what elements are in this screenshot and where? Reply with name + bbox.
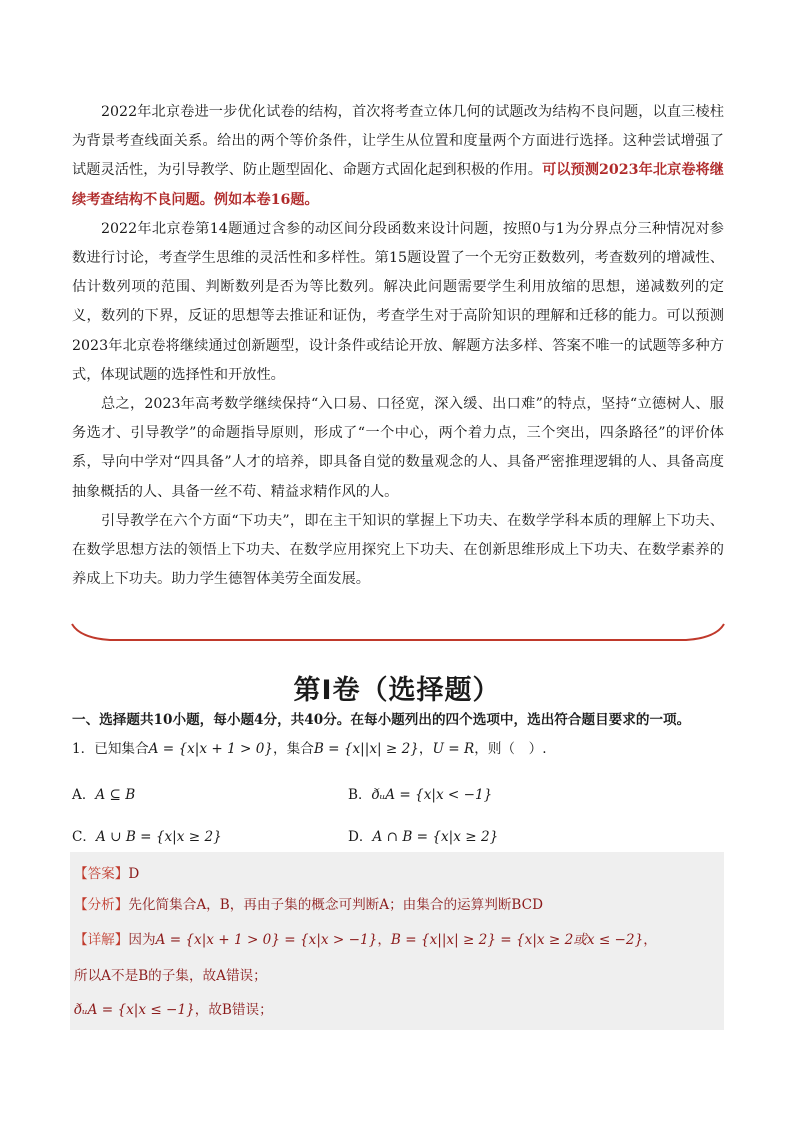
intro-paragraph-1: 2022年北京卷进一步优化试卷的结构，首次将考查立体几何的试题改为结构不良问题，以直三棱柱为背景考查线面关系。给出的两个等价条件，让学生从位置和度量两个方面进行选择。这种尝试增强了试题灵活性，为引导教学、防止题型固化、命题方式固化起到积极的作用。可以预测2023年北京卷将继续考查结构不良问题。例如本卷16题。 — [72, 104, 724, 208]
answer-tag: 【答案】 — [74, 866, 129, 882]
highlight-prediction: 可以预测2023年北京卷将继续考查结构不良问题。例如本卷16题。 — [72, 162, 724, 208]
option-a: A．A ⊆ B — [72, 787, 136, 803]
set-a-expr: A = {x|x + 1 > 0} — [148, 741, 274, 757]
option-c: C．A ∪ B = {x|x ≥ 2} — [72, 829, 222, 845]
section-instruction: 一、选择题共10小题，每小题4分，共40分。在每小题列出的四个选项中，选出符合题目要求的一项。 — [72, 712, 691, 728]
intro-paragraph-3: 总之，2023年高考数学继续保持“入口易、口径宽，深入缓、出口难”的特点，坚持“立德树人、服务选才、引导教学”的命题指导原则，形成了“一个中心，两个着力点，三个突出，四条路径”的评价体系，导向中学对“四具备”人才的培养，即具备自觉的数量观念的人、具备严密推理逻辑的人、具备高度抽象概括的人、具备一丝不苟、精益求精作风的人。 — [72, 396, 724, 500]
detail-line-2: 所以A不是B的子集，故A错误； — [74, 968, 267, 984]
answer-line — [74, 862, 139, 882]
intro-paragraph-4: 引导教学在六个方面“下功夫”，即在主干知识的掌握上下功夫、在数学学科本质的理解上下功夫、在数学思想方法的领悟上下功夫、在数学应用探究上下功夫、在创新思维形成上下功夫、在数学素养的养成上下功夫。助力学生德智体美劳全面发展。 — [72, 512, 724, 588]
question-1-stem: 1．已知集合A = {x|x + 1 > 0}，集合B = {x||x| ≥ 2}，U = R，则（ ）. — [72, 741, 547, 757]
intro-text — [72, 98, 724, 594]
option-d: D．A ∩ B = {x|x ≥ 2} — [348, 829, 499, 845]
analysis-line: 【分析】先化简集合A，B，再由子集的概念可判断A；由集合的运算判断BCD — [74, 897, 543, 913]
detail-tag: 【详解】 — [74, 932, 129, 948]
answer-value: D — [128, 866, 140, 882]
set-b-expr: B = {x||x| ≥ 2} — [313, 741, 419, 757]
section-title: 第I卷（选择题） — [293, 675, 501, 706]
intro-paragraph-2: 2022年北京卷第14题通过含参的动区间分段函数来设计问题，按照0与1为分界点分三种情况对参数进行讨论，考查学生思维的灵活性和多样性。第15题设置了一个无穷正数数列，考查数列的增减性、估计数列项的范围、判断数列是否为等比数列。解决此问题需要学生利用放缩的思想，递减数列的定义，数列的下界，反证的思想等去推证和证伪，考查学生对于高阶知识的理解和迁移的能力。可以预测2023年北京卷将继续通过创新题型，设计条件或结论开放、解题方法多样、答案不唯一的试题等多种方式，体现试题的选择性和开放性。 — [72, 220, 724, 383]
detail-line-3: ðᵤA = {x|x ≤ −1}，故B错误； — [74, 1002, 273, 1018]
universe-expr: U = R — [432, 741, 475, 757]
option-b: B．ðᵤA = {x|x < −1} — [348, 787, 493, 803]
detail-line-1: 【详解】因为A = {x|x + 1 > 0} = {x|x > −1}，B = {x||x| ≥ 2} = {x|x ≥ 2或x ≤ −2}， — [74, 932, 657, 948]
analysis-tag: 【分析】 — [74, 897, 129, 913]
decorative-curve-divider — [70, 620, 726, 650]
